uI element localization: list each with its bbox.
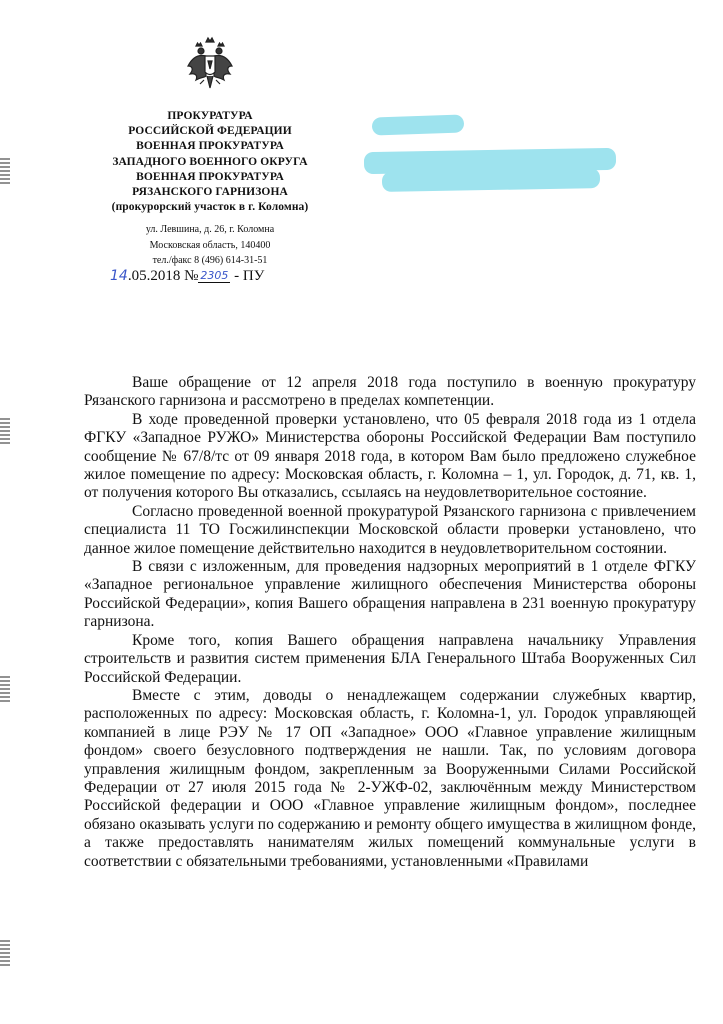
body-paragraph: В связи с изложенным, для проведения надзорных мероприятий в 1 отделе ФГКУ «Западное региональное управление жилищного обеспечения Министерства обороны Российской Федерации», копия Вашего обращения направлена в 231 военную прокуратуру гарнизона. <box>84 558 696 631</box>
organization-header <box>96 109 324 215</box>
body-paragraph: Согласно проведенной военной прокуратурой Рязанского гарнизона с привлечением специалиста 11 ТО Госжилинспекции Московской области проверки установлено, что данное жилое помещение действительно находится в неудовлетворительном состоянии. <box>84 502 696 557</box>
body-paragraph: Кроме того, копия Вашего обращения направлена начальнику Управления строительств и развития систем применения БЛА Генерального Штаба Вооруженных Сил Российской Федерации. <box>84 631 696 686</box>
handwritten-number: 2305 <box>200 269 229 282</box>
coat-of-arms-emblem-icon <box>186 36 234 94</box>
body-paragraph: Вместе с этим, доводы о ненадлежащем содержании служебных квартир, расположенных по адресу: Московская область, г. Коломна-1, ул. Городок управляющей компанией в лице РЭУ № 17 ОП «Западное» ООО «Главное управление жилищным фондом» своего безусловного подтверждения не нашли. Так, по условиям договора управления жилищным фондом, закрепленным за Вооруженными Силами Российской Федерации от 27 июля 2015 года № 2-УЖФ-02, заключённым между Министерством Российской федерации и ООО «Главное управление жилищным фондом», последнее обязано оказывать услуги по содержанию и ремонту общего имущества в жилищном фонде, а также предоставлять нанимателям жилых помещений коммунальные услуги в соответствии с обязательными требованиями, установленными «Правилами <box>84 686 696 870</box>
address-line: ул. Левшина, д. 26, г. Коломна <box>145 224 275 235</box>
address-line: Московская область, 140400 <box>149 239 271 251</box>
header-line: ПРОКУРАТУРА <box>167 110 253 122</box>
body-paragraph: В ходе проведенной проверки установлено, что 05 февраля 2018 года из 1 отдела ФГКУ «Западное РУЖО» Министерства обороны Российской Федерации Вам поступило сообщение № 67/8/тс от 09 января 2018 года, в котором Вам было предложено служебное жилое помещение по адресу: Московская область, г. Коломна – 1, ул. Городок, д. 71, кв. 1, от получения которого Вы отказались, ссылаясь на неудовлетворительное состояние. <box>84 410 696 502</box>
body-paragraph: Ваше обращение от 12 апреля 2018 года поступило в военную прокуратуру Рязанского гарнизона и рассмотрено в пределах компетенции. <box>84 374 696 410</box>
printed-date: .05.2018 № <box>127 268 199 284</box>
header-line: РЯЗАНСКОГО ГАРНИЗОНА <box>132 186 288 199</box>
header-line: ВОЕННАЯ ПРОКУРАТУРА <box>136 170 284 183</box>
redacted-recipient <box>382 168 600 192</box>
header-line: ЗАПАДНОГО ВОЕННОГО ОКРУГА <box>112 155 308 168</box>
header-line: РОССИЙСКОЙ ФЕДЕРАЦИИ <box>128 125 292 138</box>
header-line: ВОЕННАЯ ПРОКУРАТУРА <box>136 140 284 153</box>
document-number <box>110 268 264 285</box>
redacted-recipient <box>372 114 465 135</box>
header-line: (прокурорский участок в г. Коломна) <box>111 201 309 214</box>
scan-edge-mark <box>0 940 10 966</box>
number-suffix: - ПУ <box>234 268 265 284</box>
scan-edge-mark <box>0 676 10 702</box>
scan-edge-mark <box>0 418 10 444</box>
handwritten-day: 14 <box>110 268 128 284</box>
address-line: тел./факс 8 (496) 614-31-51 <box>152 255 268 266</box>
letter-body <box>84 374 696 871</box>
scan-edge-mark <box>0 158 10 184</box>
address-block <box>110 222 310 269</box>
